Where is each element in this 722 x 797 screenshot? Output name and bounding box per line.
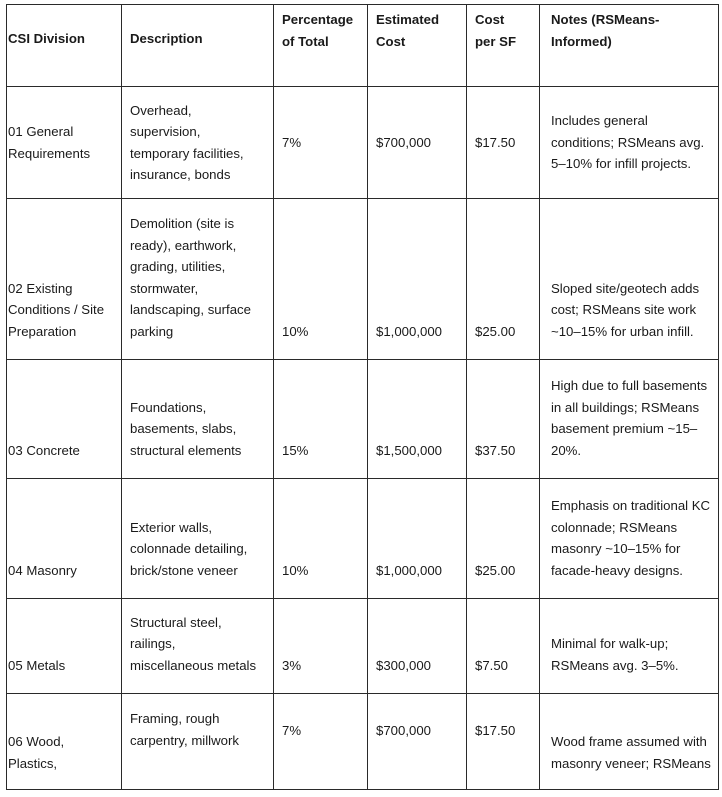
cell-percentage: 3% xyxy=(274,599,368,694)
cell-estimated-cost: $700,000 xyxy=(368,694,467,790)
cell-percentage: 15% xyxy=(274,360,368,479)
cell-estimated-cost: $300,000 xyxy=(368,599,467,694)
table-row xyxy=(7,479,719,599)
cell-description: Foundations, basements, slabs, structural elements xyxy=(122,360,274,479)
cell-notes: Emphasis on traditional KC colonnade; RSMeans masonry ~10–15% for facade-heavy designs. xyxy=(540,479,719,599)
cell-percentage: 10% xyxy=(274,479,368,599)
table-row xyxy=(7,599,719,694)
header-estimated-cost: Estimated Cost xyxy=(368,5,467,87)
table-header-row xyxy=(7,5,719,87)
table-row xyxy=(7,199,719,360)
cell-cost-per-sf: $17.50 xyxy=(467,694,540,790)
table-row xyxy=(7,360,719,479)
cell-estimated-cost: $1,500,000 xyxy=(368,360,467,479)
cell-division: 03 Concrete xyxy=(7,360,122,479)
header-description: Description xyxy=(122,5,274,87)
cell-division: 05 Metals xyxy=(7,599,122,694)
cell-notes: Minimal for walk-up; RSMeans avg. 3–5%. xyxy=(540,599,719,694)
cell-notes: Sloped site/geotech adds cost; RSMeans site work ~10–15% for urban infill. xyxy=(540,199,719,360)
cell-description: Framing, rough carpentry, millwork xyxy=(122,694,274,790)
cell-percentage: 7% xyxy=(274,694,368,790)
cell-cost-per-sf: $25.00 xyxy=(467,199,540,360)
cell-description: Overhead, supervision, temporary facilities, insurance, bonds xyxy=(122,87,274,199)
cell-cost-per-sf: $37.50 xyxy=(467,360,540,479)
cell-notes: High due to full basements in all buildings; RSMeans basement premium ~15– 20%. xyxy=(540,360,719,479)
cell-division: 06 Wood, Plastics, xyxy=(7,694,122,790)
cell-notes: Includes general conditions; RSMeans avg. 5–10% for infill projects. xyxy=(540,87,719,199)
table-row xyxy=(7,694,719,790)
cell-cost-per-sf: $17.50 xyxy=(467,87,540,199)
cell-estimated-cost: $700,000 xyxy=(368,87,467,199)
csi-cost-breakdown-table xyxy=(6,4,719,790)
header-cost-per-sf: Cost per SF xyxy=(467,5,540,87)
header-percentage: Percentage of Total xyxy=(274,5,368,87)
cell-cost-per-sf: $7.50 xyxy=(467,599,540,694)
cell-cost-per-sf: $25.00 xyxy=(467,479,540,599)
cell-division: 04 Masonry xyxy=(7,479,122,599)
cell-description: Structural steel, railings, miscellaneous metals xyxy=(122,599,274,694)
cell-notes: Wood frame assumed with masonry veneer; RSMeans xyxy=(540,694,719,790)
cell-estimated-cost: $1,000,000 xyxy=(368,479,467,599)
cell-percentage: 7% xyxy=(274,87,368,199)
header-notes: Notes (RSMeans- Informed) xyxy=(540,5,719,87)
cell-description: Exterior walls, colonnade detailing, brick/stone veneer xyxy=(122,479,274,599)
cell-division: 01 General Requirements xyxy=(7,87,122,199)
cell-division: 02 Existing Conditions / Site Preparation xyxy=(7,199,122,360)
header-csi-division: CSI Division xyxy=(7,5,122,87)
table-row xyxy=(7,87,719,199)
cell-estimated-cost: $1,000,000 xyxy=(368,199,467,360)
cell-description: Demolition (site is ready), earthwork, grading, utilities, stormwater, landscaping, surface parking xyxy=(122,199,274,360)
cell-percentage: 10% xyxy=(274,199,368,360)
